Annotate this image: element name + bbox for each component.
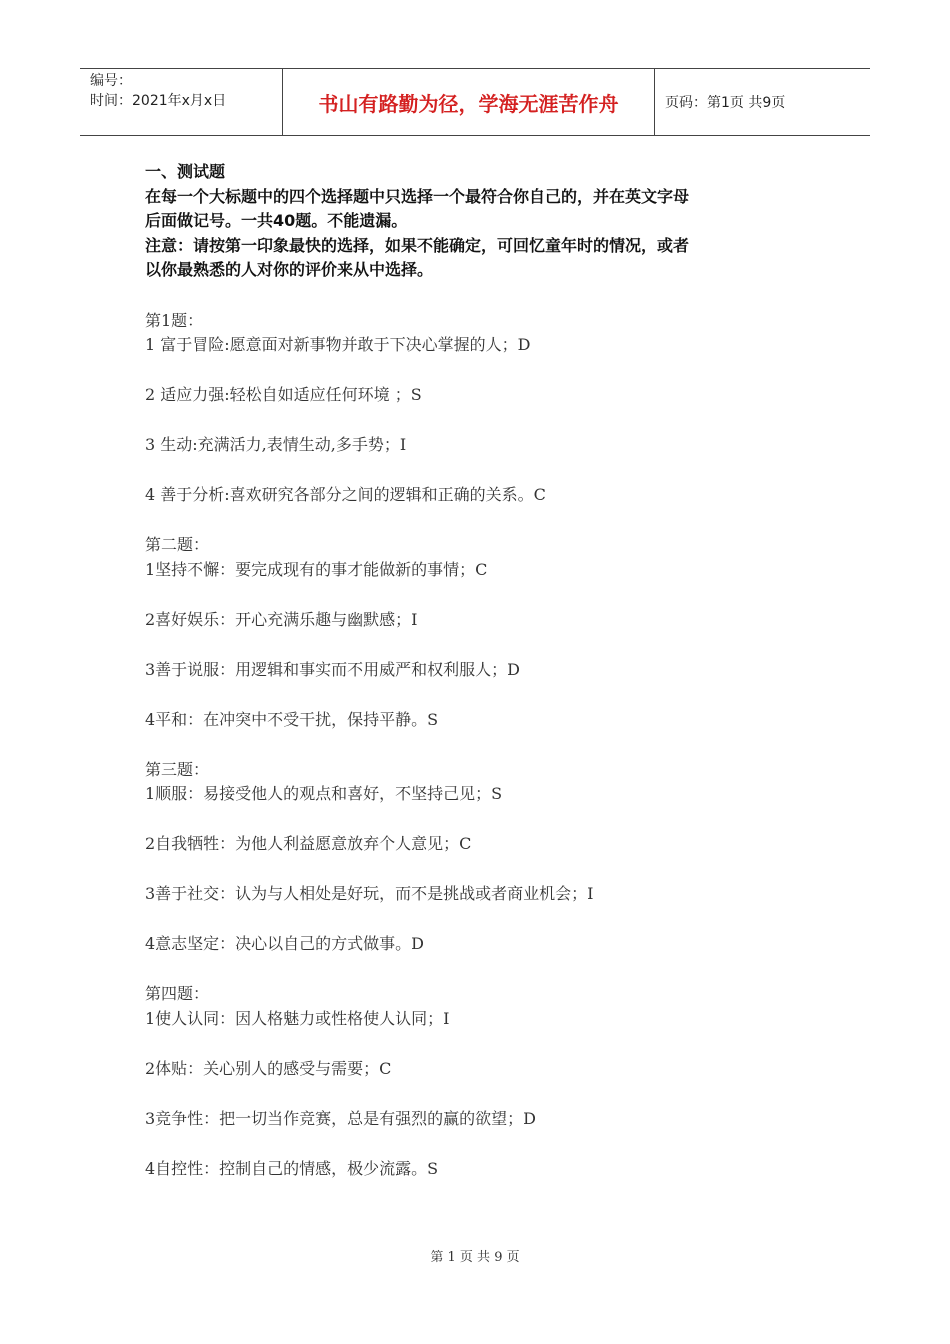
intro-line: 后面做记号。一共40题。不能遗漏。	[145, 211, 408, 230]
question-option: 1坚持不懈：要完成现有的事才能做新的事情；C	[145, 559, 488, 579]
header-time-label: 时间：2021年x月x日	[90, 93, 227, 109]
question-title: 第四题：	[145, 984, 210, 1003]
question-list	[145, 309, 825, 1182]
intro-line: 在每一个大标题中的四个选择题中只选择一个最符合你自己的，并在英文字母	[145, 186, 690, 206]
question-option: 3 生动:充满活力,表情生动,多手势；I	[145, 435, 407, 454]
question-option: 3善于说服：用逻辑和事实而不用威严和权利服人；D	[145, 659, 521, 679]
question-block	[145, 533, 825, 732]
question-option: 2 适应力强:轻松自如适应任何环境 ；S	[145, 385, 422, 404]
question-option: 4 善于分析:喜欢研究各部分之间的逻辑和正确的关系。C	[145, 485, 546, 504]
question-option: 4自控性：控制自己的情感，极少流露。S	[145, 1158, 439, 1178]
question-option: 3善于社交：认为与人相处是好玩，而不是挑战或者商业机会；I	[145, 884, 594, 903]
header-motto: 书山有路勤为径，学海无涯苦作舟	[282, 69, 655, 135]
intro-section	[145, 160, 825, 283]
question-option: 1 富于冒险:愿意面对新事物并敢于下决心掌握的人；D	[145, 335, 531, 354]
question-block	[145, 309, 825, 508]
page-header	[80, 68, 870, 136]
question-title: 第二题：	[145, 535, 210, 554]
header-number-label: 编号：	[90, 73, 132, 89]
question-option: 1使人认同：因人格魅力或性格使人认同；I	[145, 1008, 450, 1028]
page-footer: 第 1 页 共 9 页	[430, 1250, 520, 1265]
question-option: 4平和：在冲突中不受干扰，保持平静。S	[145, 709, 439, 729]
document-body	[145, 160, 825, 1207]
question-block	[145, 758, 825, 957]
question-option: 1顺服：易接受他人的观点和喜好，不坚持己见；S	[145, 784, 503, 803]
section-heading: 一、测试题	[145, 162, 226, 181]
question-title: 第1题：	[145, 310, 204, 330]
intro-line: 注意：请按第一印象最快的选择，如果不能确定，可回忆童年时的情况，或者	[145, 235, 690, 255]
question-title: 第三题：	[145, 759, 210, 779]
header-page-info: 页码：第1页 共9页	[665, 95, 786, 111]
question-option: 3竞争性：把一切当作竞赛，总是有强烈的赢的欲望；D	[145, 1108, 537, 1128]
question-block	[145, 982, 825, 1181]
intro-line: 以你最熟悉的人对你的评价来从中选择。	[145, 260, 434, 279]
question-option: 2体贴：关心别人的感受与需要；C	[145, 1058, 392, 1078]
question-option: 2自我牺牲：为他人利益愿意放弃个人意见；C	[145, 834, 472, 853]
header-meta	[80, 69, 282, 135]
question-option: 2喜好娱乐：开心充满乐趣与幽默感；I	[145, 609, 418, 629]
question-option: 4意志坚定：决心以自己的方式做事。D	[145, 934, 425, 953]
